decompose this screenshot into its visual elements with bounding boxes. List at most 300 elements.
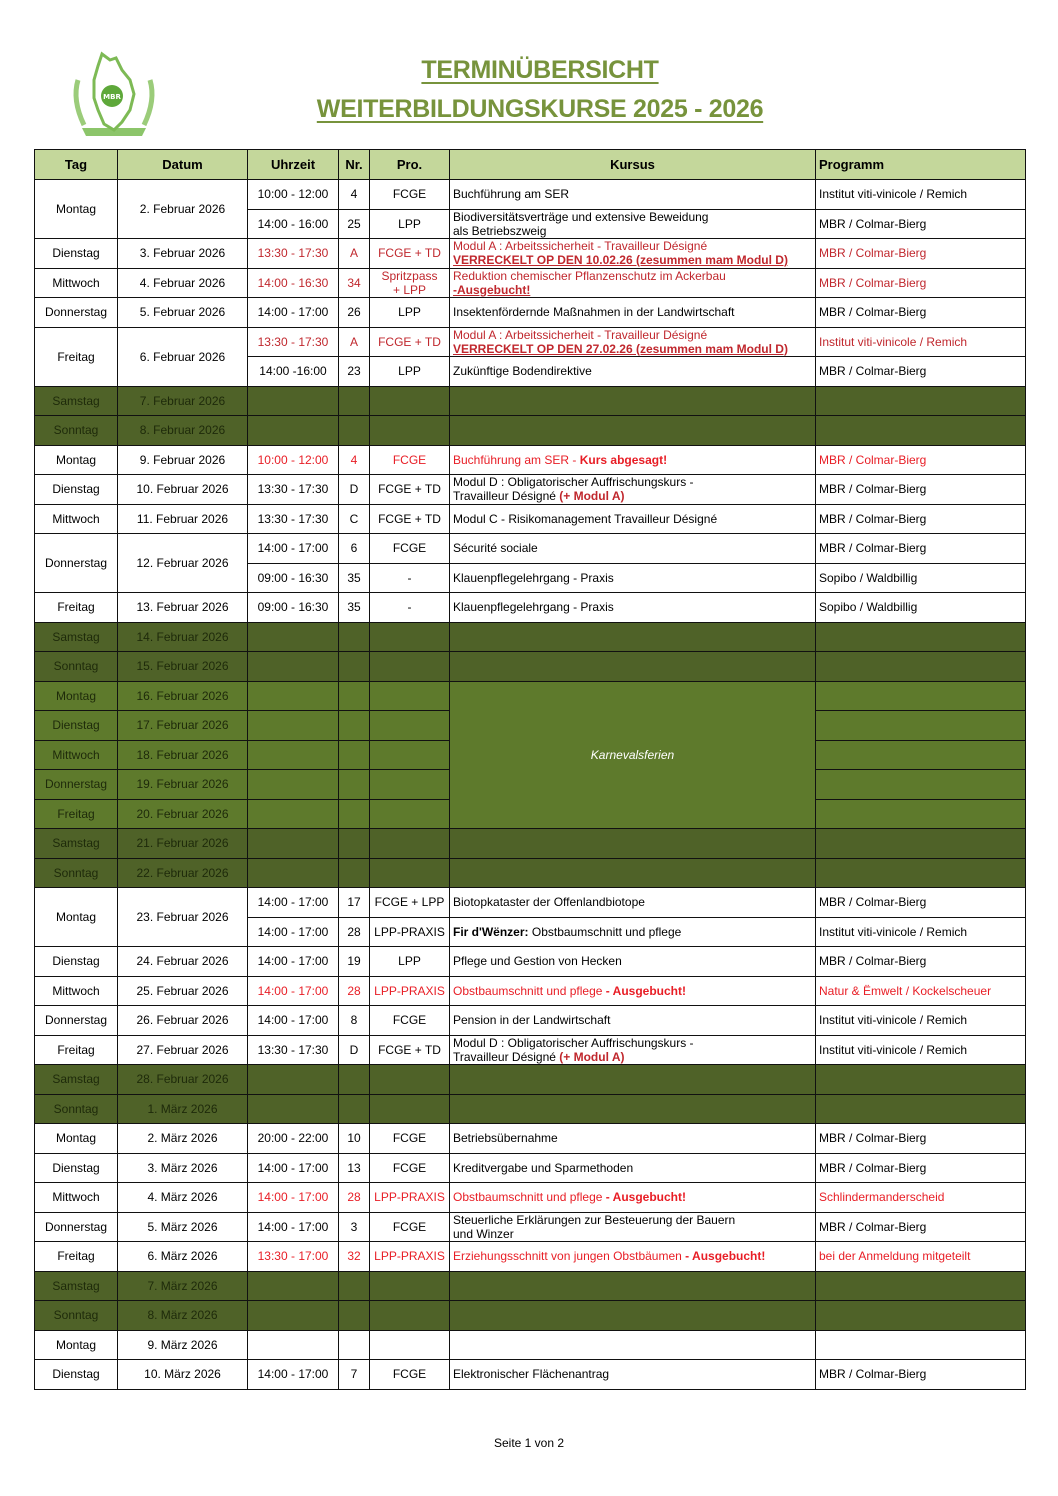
time-cell: 13:30 - 17:30 <box>248 1035 339 1065</box>
pro-cell: FCGE <box>370 180 450 210</box>
date-cell: 5. März 2026 <box>118 1212 248 1242</box>
kursus-cell <box>450 1301 816 1331</box>
day-cell: Freitag <box>35 1242 118 1272</box>
pro-cell <box>370 622 450 652</box>
day-cell: Freitag <box>35 593 118 623</box>
table-row <box>35 239 1026 269</box>
day-cell: Dienstag <box>35 947 118 977</box>
time-cell <box>248 1330 339 1360</box>
pro-cell: LPP-PRAXIS <box>370 976 450 1006</box>
programm-cell: MBR / Colmar-Bierg <box>816 888 1026 918</box>
day-cell: Montag <box>35 180 118 239</box>
nr-cell <box>339 740 370 770</box>
pro-cell: LPP <box>370 357 450 387</box>
pro-line1: Spritzpass <box>381 268 438 283</box>
kursus-title: Klauenpflegelehrgang - Praxis <box>453 600 614 615</box>
kursus-title: Kreditvergabe und Sparmethoden <box>453 1160 634 1175</box>
day-cell: Donnerstag <box>35 1212 118 1242</box>
programm-cell <box>816 711 1026 741</box>
table-row <box>35 534 1026 564</box>
day-cell: Montag <box>35 888 118 947</box>
nr-cell <box>339 1094 370 1124</box>
date-cell: 2. Februar 2026 <box>118 180 248 239</box>
nr-cell <box>339 1065 370 1095</box>
nr-cell: D <box>339 1035 370 1065</box>
pro-cell: LPP <box>370 947 450 977</box>
date-cell: 27. Februar 2026 <box>118 1035 248 1065</box>
day-cell: Donnerstag <box>35 298 118 328</box>
date-cell: 10. Februar 2026 <box>118 475 248 505</box>
time-cell: 14:00 - 17:00 <box>248 1212 339 1242</box>
kursus-title-line2: Travailleur Désigné <box>453 1049 560 1064</box>
date-cell: 3. März 2026 <box>118 1153 248 1183</box>
time-cell: 14:00 - 17:00 <box>248 1153 339 1183</box>
table-row <box>35 1360 1026 1390</box>
time-cell: 20:00 - 22:00 <box>248 1124 339 1154</box>
day-cell: Montag <box>35 681 118 711</box>
nr-cell: 32 <box>339 1242 370 1272</box>
time-cell: 13:30 - 17:30 <box>248 475 339 505</box>
date-cell: 23. Februar 2026 <box>118 888 248 947</box>
day-cell: Montag <box>35 445 118 475</box>
nr-cell: 17 <box>339 888 370 918</box>
table-row <box>35 327 1026 357</box>
date-cell: 22. Februar 2026 <box>118 858 248 888</box>
nr-cell <box>339 711 370 741</box>
empty-row <box>35 1330 1026 1360</box>
kursus-cell <box>450 475 816 505</box>
kursus-cell <box>450 298 816 328</box>
programm-cell: Institut viti-vinicole / Remich <box>816 1035 1026 1065</box>
nr-cell: 28 <box>339 1183 370 1213</box>
programm-cell: MBR / Colmar-Bierg <box>816 504 1026 534</box>
programm-cell: MBR / Colmar-Bierg <box>816 239 1026 269</box>
time-cell <box>248 386 339 416</box>
nr-cell: 13 <box>339 1153 370 1183</box>
date-cell: 1. März 2026 <box>118 1094 248 1124</box>
date-cell: 11. Februar 2026 <box>118 504 248 534</box>
weekend-row <box>35 829 1026 859</box>
kursus-cell <box>450 1212 816 1242</box>
pro-cell <box>370 711 450 741</box>
date-cell: 4. März 2026 <box>118 1183 248 1213</box>
nr-cell: 25 <box>339 209 370 239</box>
programm-cell: MBR / Colmar-Bierg <box>816 534 1026 564</box>
kursus-cell <box>450 1006 816 1036</box>
day-cell: Dienstag <box>35 1153 118 1183</box>
kursus-cell <box>450 563 816 593</box>
nr-cell: 35 <box>339 593 370 623</box>
table-row <box>35 1212 1026 1242</box>
module-note: (+ Modul A) <box>559 489 625 503</box>
pro-cell: FCGE <box>370 1153 450 1183</box>
day-cell: Sonntag <box>35 652 118 682</box>
column-header-kursus: Kursus <box>450 150 816 180</box>
programm-cell: MBR / Colmar-Bierg <box>816 1124 1026 1154</box>
weekend-row <box>35 858 1026 888</box>
page-title: TERMINÜBERSICHT <box>421 56 659 84</box>
day-cell: Samstag <box>35 386 118 416</box>
pro-cell <box>370 858 450 888</box>
kursus-cell <box>450 1094 816 1124</box>
programm-cell: MBR / Colmar-Bierg <box>816 1153 1026 1183</box>
page-number: Seite 1 von 2 <box>493 1436 565 1450</box>
pro-cell <box>370 1271 450 1301</box>
date-cell: 4. Februar 2026 <box>118 268 248 298</box>
weekend-row <box>35 1065 1026 1095</box>
kursus-prefix: Fir d'Wënzer: <box>453 924 529 939</box>
time-cell <box>248 858 339 888</box>
programm-cell: Institut viti-vinicole / Remich <box>816 1006 1026 1036</box>
nr-cell <box>339 1271 370 1301</box>
weekend-row <box>35 1094 1026 1124</box>
kursus-cell <box>450 327 816 357</box>
kursus-title: Modul D : Obligatorischer Auffrischungskurs - <box>453 475 694 489</box>
day-cell: Sonntag <box>35 1301 118 1331</box>
kursus-cell <box>450 386 816 416</box>
pro-cell <box>370 799 450 829</box>
date-cell: 7. März 2026 <box>118 1271 248 1301</box>
date-cell: 19. Februar 2026 <box>118 770 248 800</box>
programm-cell: Sopibo / Waldbillig <box>816 563 1026 593</box>
status-note: - Ausgebucht! <box>685 1249 766 1264</box>
kursus-cell <box>450 180 816 210</box>
weekend-row <box>35 416 1026 446</box>
kursus-title: Obstbaumschnitt und pflege <box>453 1190 606 1205</box>
status-note: VERRECKELT OP DEN 27.02.26 (zesummen mam Modul D) <box>453 341 788 356</box>
programm-cell: Sopibo / Waldbillig <box>816 593 1026 623</box>
day-cell: Freitag <box>35 1035 118 1065</box>
programm-cell: MBR / Colmar-Bierg <box>816 1360 1026 1390</box>
kursus-cell <box>450 1153 816 1183</box>
day-cell: Samstag <box>35 622 118 652</box>
day-cell: Samstag <box>35 829 118 859</box>
programm-cell: bei der Anmeldung mitgeteilt <box>816 1242 1026 1272</box>
date-cell: 8. Februar 2026 <box>118 416 248 446</box>
kursus-title: Modul A : Arbeitssicherheit - Travailleur Désigné <box>453 239 708 253</box>
programm-cell: MBR / Colmar-Bierg <box>816 1212 1026 1242</box>
day-cell: Donnerstag <box>35 1006 118 1036</box>
day-cell: Freitag <box>35 799 118 829</box>
kursus-cell <box>450 445 816 475</box>
nr-cell: D <box>339 475 370 505</box>
time-cell: 09:00 - 16:30 <box>248 593 339 623</box>
pro-cell <box>370 386 450 416</box>
table-row <box>35 504 1026 534</box>
nr-cell: 7 <box>339 1360 370 1390</box>
kursus-cell <box>450 888 816 918</box>
pro-cell <box>370 681 450 711</box>
weekend-row <box>35 1271 1026 1301</box>
kursus-cell <box>450 976 816 1006</box>
time-cell <box>248 1065 339 1095</box>
programm-cell <box>816 386 1026 416</box>
status-note: - Ausgebucht! <box>605 1190 686 1205</box>
day-cell: Sonntag <box>35 858 118 888</box>
nr-cell: 35 <box>339 563 370 593</box>
kursus-cell <box>450 652 816 682</box>
programm-cell <box>816 1271 1026 1301</box>
column-header-nr: Nr. <box>339 150 370 180</box>
date-cell: 2. März 2026 <box>118 1124 248 1154</box>
table-row <box>35 947 1026 977</box>
pro-cell <box>370 1065 450 1095</box>
pro-cell: FCGE + TD <box>370 327 450 357</box>
kursus-title: Erziehungsschnitt von jungen Obstbäumen <box>453 1249 686 1264</box>
pro-cell: FCGE + TD <box>370 1035 450 1065</box>
kursus-title: Buchführung am SER - <box>453 452 580 467</box>
pro-cell: FCGE + TD <box>370 504 450 534</box>
kursus-cell <box>450 622 816 652</box>
kursus-title-line2: als Betriebszweig <box>453 223 547 238</box>
time-cell <box>248 711 339 741</box>
kursus-cell <box>450 1360 816 1390</box>
kursus-title: Modul A : Arbeitssicherheit - Travailleur Désigné <box>453 327 708 342</box>
pro-cell <box>370 1301 450 1331</box>
table-row <box>35 593 1026 623</box>
table-row <box>35 298 1026 328</box>
nr-cell <box>339 829 370 859</box>
nr-cell: C <box>339 504 370 534</box>
pro-cell: FCGE + LPP <box>370 888 450 918</box>
day-cell: Donnerstag <box>35 770 118 800</box>
date-cell: 26. Februar 2026 <box>118 1006 248 1036</box>
kursus-cell <box>450 1124 816 1154</box>
kursus-title-line2: und Winzer <box>453 1226 514 1241</box>
day-cell: Dienstag <box>35 239 118 269</box>
time-cell: 14:00 - 17:00 <box>248 947 339 977</box>
programm-cell: MBR / Colmar-Bierg <box>816 209 1026 239</box>
programm-cell <box>816 1330 1026 1360</box>
programm-cell: MBR / Colmar-Bierg <box>816 947 1026 977</box>
table-row <box>35 475 1026 505</box>
status-note: - Ausgebucht! <box>605 983 686 998</box>
time-cell: 14:00 - 17:00 <box>248 1183 339 1213</box>
nr-cell <box>339 681 370 711</box>
kursus-title: Steuerliche Erklärungen zur Besteuerung der Bauern <box>453 1212 736 1227</box>
time-cell: 14:00 - 17:00 <box>248 976 339 1006</box>
schedule-table <box>34 149 1026 1390</box>
kursus-cell <box>450 1242 816 1272</box>
date-cell: 6. Februar 2026 <box>118 327 248 386</box>
kursus-title: Insektenfördernde Maßnahmen in der Landwirtschaft <box>453 305 735 320</box>
table-row <box>35 1242 1026 1272</box>
status-note: Kurs abgesagt! <box>579 452 668 467</box>
day-cell: Dienstag <box>35 475 118 505</box>
status-note: VERRECKELT OP DEN 10.02.26 (zesummen mam Modul D) <box>453 253 788 267</box>
programm-cell <box>816 652 1026 682</box>
time-cell: 14:00 - 17:00 <box>248 534 339 564</box>
date-cell: 21. Februar 2026 <box>118 829 248 859</box>
date-cell: 3. Februar 2026 <box>118 239 248 269</box>
column-header-programm: Programm <box>816 150 1026 180</box>
pro-cell <box>370 1330 450 1360</box>
time-cell: 14:00 - 17:00 <box>248 298 339 328</box>
programm-cell <box>816 1065 1026 1095</box>
kursus-title: Pension in der Landwirtschaft <box>453 1013 611 1028</box>
programm-cell: MBR / Colmar-Bierg <box>816 298 1026 328</box>
time-cell: 10:00 - 12:00 <box>248 445 339 475</box>
kursus-cell <box>450 534 816 564</box>
programm-cell <box>816 622 1026 652</box>
weekend-row <box>35 1301 1026 1331</box>
date-cell: 10. März 2026 <box>118 1360 248 1390</box>
day-cell: Dienstag <box>35 711 118 741</box>
date-cell: 24. Februar 2026 <box>118 947 248 977</box>
kursus-cell <box>450 239 816 269</box>
kursus-title: Reduktion chemischer Pflanzenschutz im Ackerbau <box>453 268 726 283</box>
nr-cell: 23 <box>339 357 370 387</box>
module-note: (+ Modul A) <box>559 1049 625 1064</box>
programm-cell <box>816 858 1026 888</box>
day-cell: Dienstag <box>35 1360 118 1390</box>
time-cell <box>248 799 339 829</box>
programm-cell: Schlindermanderscheid <box>816 1183 1026 1213</box>
time-cell <box>248 622 339 652</box>
kursus-title: Zukünftige Bodendirektive <box>453 364 592 379</box>
programm-cell <box>816 740 1026 770</box>
time-cell <box>248 1271 339 1301</box>
programm-cell: Institut viti-vinicole / Remich <box>816 917 1026 947</box>
nr-cell <box>339 622 370 652</box>
programm-cell: Institut viti-vinicole / Remich <box>816 180 1026 210</box>
table-row <box>35 1035 1026 1065</box>
kursus-cell <box>450 209 816 239</box>
table-header-row <box>35 150 1026 180</box>
date-cell: 15. Februar 2026 <box>118 652 248 682</box>
time-cell: 14:00 - 17:00 <box>248 1006 339 1036</box>
pro-cell <box>370 1094 450 1124</box>
time-cell <box>248 829 339 859</box>
nr-cell: 3 <box>339 1212 370 1242</box>
nr-cell <box>339 1301 370 1331</box>
kursus-cell <box>450 268 816 298</box>
programm-cell <box>816 829 1026 859</box>
kursus-cell <box>450 504 816 534</box>
day-cell: Sonntag <box>35 416 118 446</box>
weekend-row <box>35 652 1026 682</box>
weekend-row <box>35 622 1026 652</box>
holiday-label-cell: Karnevalsferien <box>450 681 816 829</box>
time-cell <box>248 681 339 711</box>
table-row <box>35 180 1026 210</box>
time-cell <box>248 652 339 682</box>
day-cell: Mittwoch <box>35 1183 118 1213</box>
nr-cell <box>339 386 370 416</box>
day-cell: Samstag <box>35 1271 118 1301</box>
nr-cell: 10 <box>339 1124 370 1154</box>
pro-cell <box>370 416 450 446</box>
kursus-title: Betriebsübernahme <box>453 1131 558 1146</box>
kursus-title-line2: Travailleur Désigné <box>453 489 560 503</box>
time-cell: 13:30 - 17:30 <box>248 504 339 534</box>
programm-cell <box>816 770 1026 800</box>
kursus-cell <box>450 357 816 387</box>
time-cell: 09:00 - 16:30 <box>248 563 339 593</box>
luxembourg-map-logo-icon <box>64 50 164 140</box>
kursus-cell <box>450 1035 816 1065</box>
time-cell: 14:00 - 16:30 <box>248 268 339 298</box>
date-cell: 7. Februar 2026 <box>118 386 248 416</box>
nr-cell: 26 <box>339 298 370 328</box>
kursus-title: Elektronischer Flächenantrag <box>453 1367 610 1382</box>
day-cell: Mittwoch <box>35 268 118 298</box>
table-row <box>35 1124 1026 1154</box>
kursus-cell <box>450 1065 816 1095</box>
pro-cell: LPP-PRAXIS <box>370 1242 450 1272</box>
kursus-cell <box>450 858 816 888</box>
programm-cell: Natur & Ëmwelt / Kockelscheuer <box>816 976 1026 1006</box>
nr-cell: A <box>339 239 370 269</box>
date-cell: 9. Februar 2026 <box>118 445 248 475</box>
pro-line2: + LPP <box>392 282 427 297</box>
logo-text: MBR <box>103 93 121 101</box>
table-row <box>35 1153 1026 1183</box>
status-note: -Ausgebucht! <box>453 282 531 297</box>
mbr-logo <box>64 50 164 140</box>
programm-cell: MBR / Colmar-Bierg <box>816 475 1026 505</box>
weekend-row <box>35 386 1026 416</box>
time-cell: 13:30 - 17:00 <box>248 1242 339 1272</box>
table-row <box>35 888 1026 918</box>
nr-cell <box>339 799 370 829</box>
time-cell: 14:00 - 17:00 <box>248 888 339 918</box>
nr-cell: 19 <box>339 947 370 977</box>
nr-cell: 28 <box>339 917 370 947</box>
pro-cell <box>370 268 450 298</box>
pro-cell: - <box>370 563 450 593</box>
time-cell: 14:00 -16:00 <box>248 357 339 387</box>
pro-cell: FCGE <box>370 1212 450 1242</box>
kursus-cell <box>450 593 816 623</box>
nr-cell: 28 <box>339 976 370 1006</box>
kursus-cell <box>450 917 816 947</box>
day-cell: Montag <box>35 1124 118 1154</box>
kursus-title: Biodiversitätsverträge und extensive Beweidung <box>453 209 709 224</box>
nr-cell: A <box>339 327 370 357</box>
pro-cell: LPP <box>370 209 450 239</box>
programm-cell <box>816 416 1026 446</box>
table-row <box>35 1183 1026 1213</box>
date-cell: 17. Februar 2026 <box>118 711 248 741</box>
pro-cell: FCGE + TD <box>370 475 450 505</box>
table-row <box>35 445 1026 475</box>
pro-cell: FCGE <box>370 534 450 564</box>
time-cell: 10:00 - 12:00 <box>248 180 339 210</box>
programm-cell <box>816 1301 1026 1331</box>
date-cell: 28. Februar 2026 <box>118 1065 248 1095</box>
page-subtitle: WEITERBILDUNGSKURSE 2025 - 2026 <box>316 95 764 123</box>
pro-cell: FCGE <box>370 1360 450 1390</box>
kursus-cell <box>450 1330 816 1360</box>
time-cell: 13:30 - 17:30 <box>248 239 339 269</box>
nr-cell: 4 <box>339 180 370 210</box>
time-cell <box>248 416 339 446</box>
table-row <box>35 268 1026 298</box>
pro-cell: - <box>370 593 450 623</box>
kursus-cell <box>450 1183 816 1213</box>
nr-cell: 8 <box>339 1006 370 1036</box>
kursus-title: Modul C - Risikomanagement Travailleur Désigné <box>453 511 718 526</box>
date-cell: 5. Februar 2026 <box>118 298 248 328</box>
day-cell: Sonntag <box>35 1094 118 1124</box>
time-cell: 14:00 - 17:00 <box>248 917 339 947</box>
day-cell: Samstag <box>35 1065 118 1095</box>
nr-cell <box>339 1330 370 1360</box>
date-cell: 25. Februar 2026 <box>118 976 248 1006</box>
programm-cell <box>816 1094 1026 1124</box>
date-cell: 14. Februar 2026 <box>118 622 248 652</box>
